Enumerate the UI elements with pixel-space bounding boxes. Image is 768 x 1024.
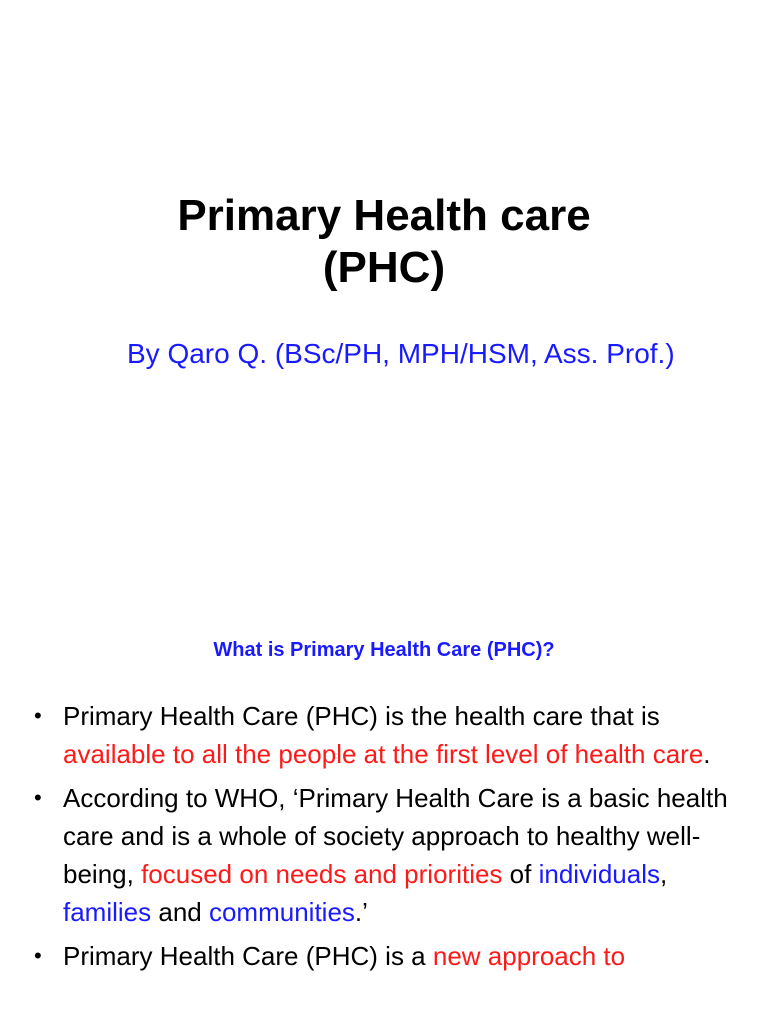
bullet-1-text: Primary Health Care (PHC) is the health care that is bbox=[63, 701, 660, 731]
bullet-dot-icon: • bbox=[34, 785, 42, 810]
bullet-2-of: of bbox=[502, 859, 539, 889]
content-slide bbox=[0, 585, 768, 1024]
author-line: By Qaro Q. (BSc/PH, MPH/HSM, Ass. Prof.) bbox=[127, 338, 675, 369]
bullet-2-individuals: individuals bbox=[538, 859, 660, 889]
slide-title-line-2: (PHC) bbox=[322, 243, 446, 292]
slide-heading: What is Primary Health Care (PHC)? bbox=[213, 639, 555, 661]
slide-title-line-1: Primary Health care bbox=[177, 191, 591, 240]
bullet-1-end: . bbox=[703, 739, 711, 769]
bullet-2-and: and bbox=[151, 897, 209, 927]
bullet-list bbox=[34, 697, 734, 981]
bullet-item-1 bbox=[34, 697, 734, 773]
slide-title bbox=[0, 190, 768, 294]
bullet-3-text: Primary Health Care (PHC) is a bbox=[63, 941, 433, 971]
bullet-2-communities: communities bbox=[208, 897, 355, 927]
bullet-item-2 bbox=[34, 779, 734, 931]
bullet-2-comma: , bbox=[659, 859, 668, 889]
bullet-2-text: According to WHO, ‘Primary Health Care is a basic health care and is a whole of society approach to healthy well-being, bbox=[63, 783, 728, 889]
bullet-dot-icon: • bbox=[34, 703, 42, 728]
bullet-item-3 bbox=[34, 937, 734, 975]
bullet-2-highlight: focused on needs and priorities bbox=[141, 859, 503, 889]
bullet-2-end: .’ bbox=[354, 897, 368, 927]
bullet-1-highlight: available to all the people at the first level of health care bbox=[63, 739, 704, 769]
bullet-dot-icon: • bbox=[34, 943, 42, 968]
bullet-3-highlight: new approach to bbox=[432, 941, 626, 971]
bullet-2-families: families bbox=[63, 897, 152, 927]
